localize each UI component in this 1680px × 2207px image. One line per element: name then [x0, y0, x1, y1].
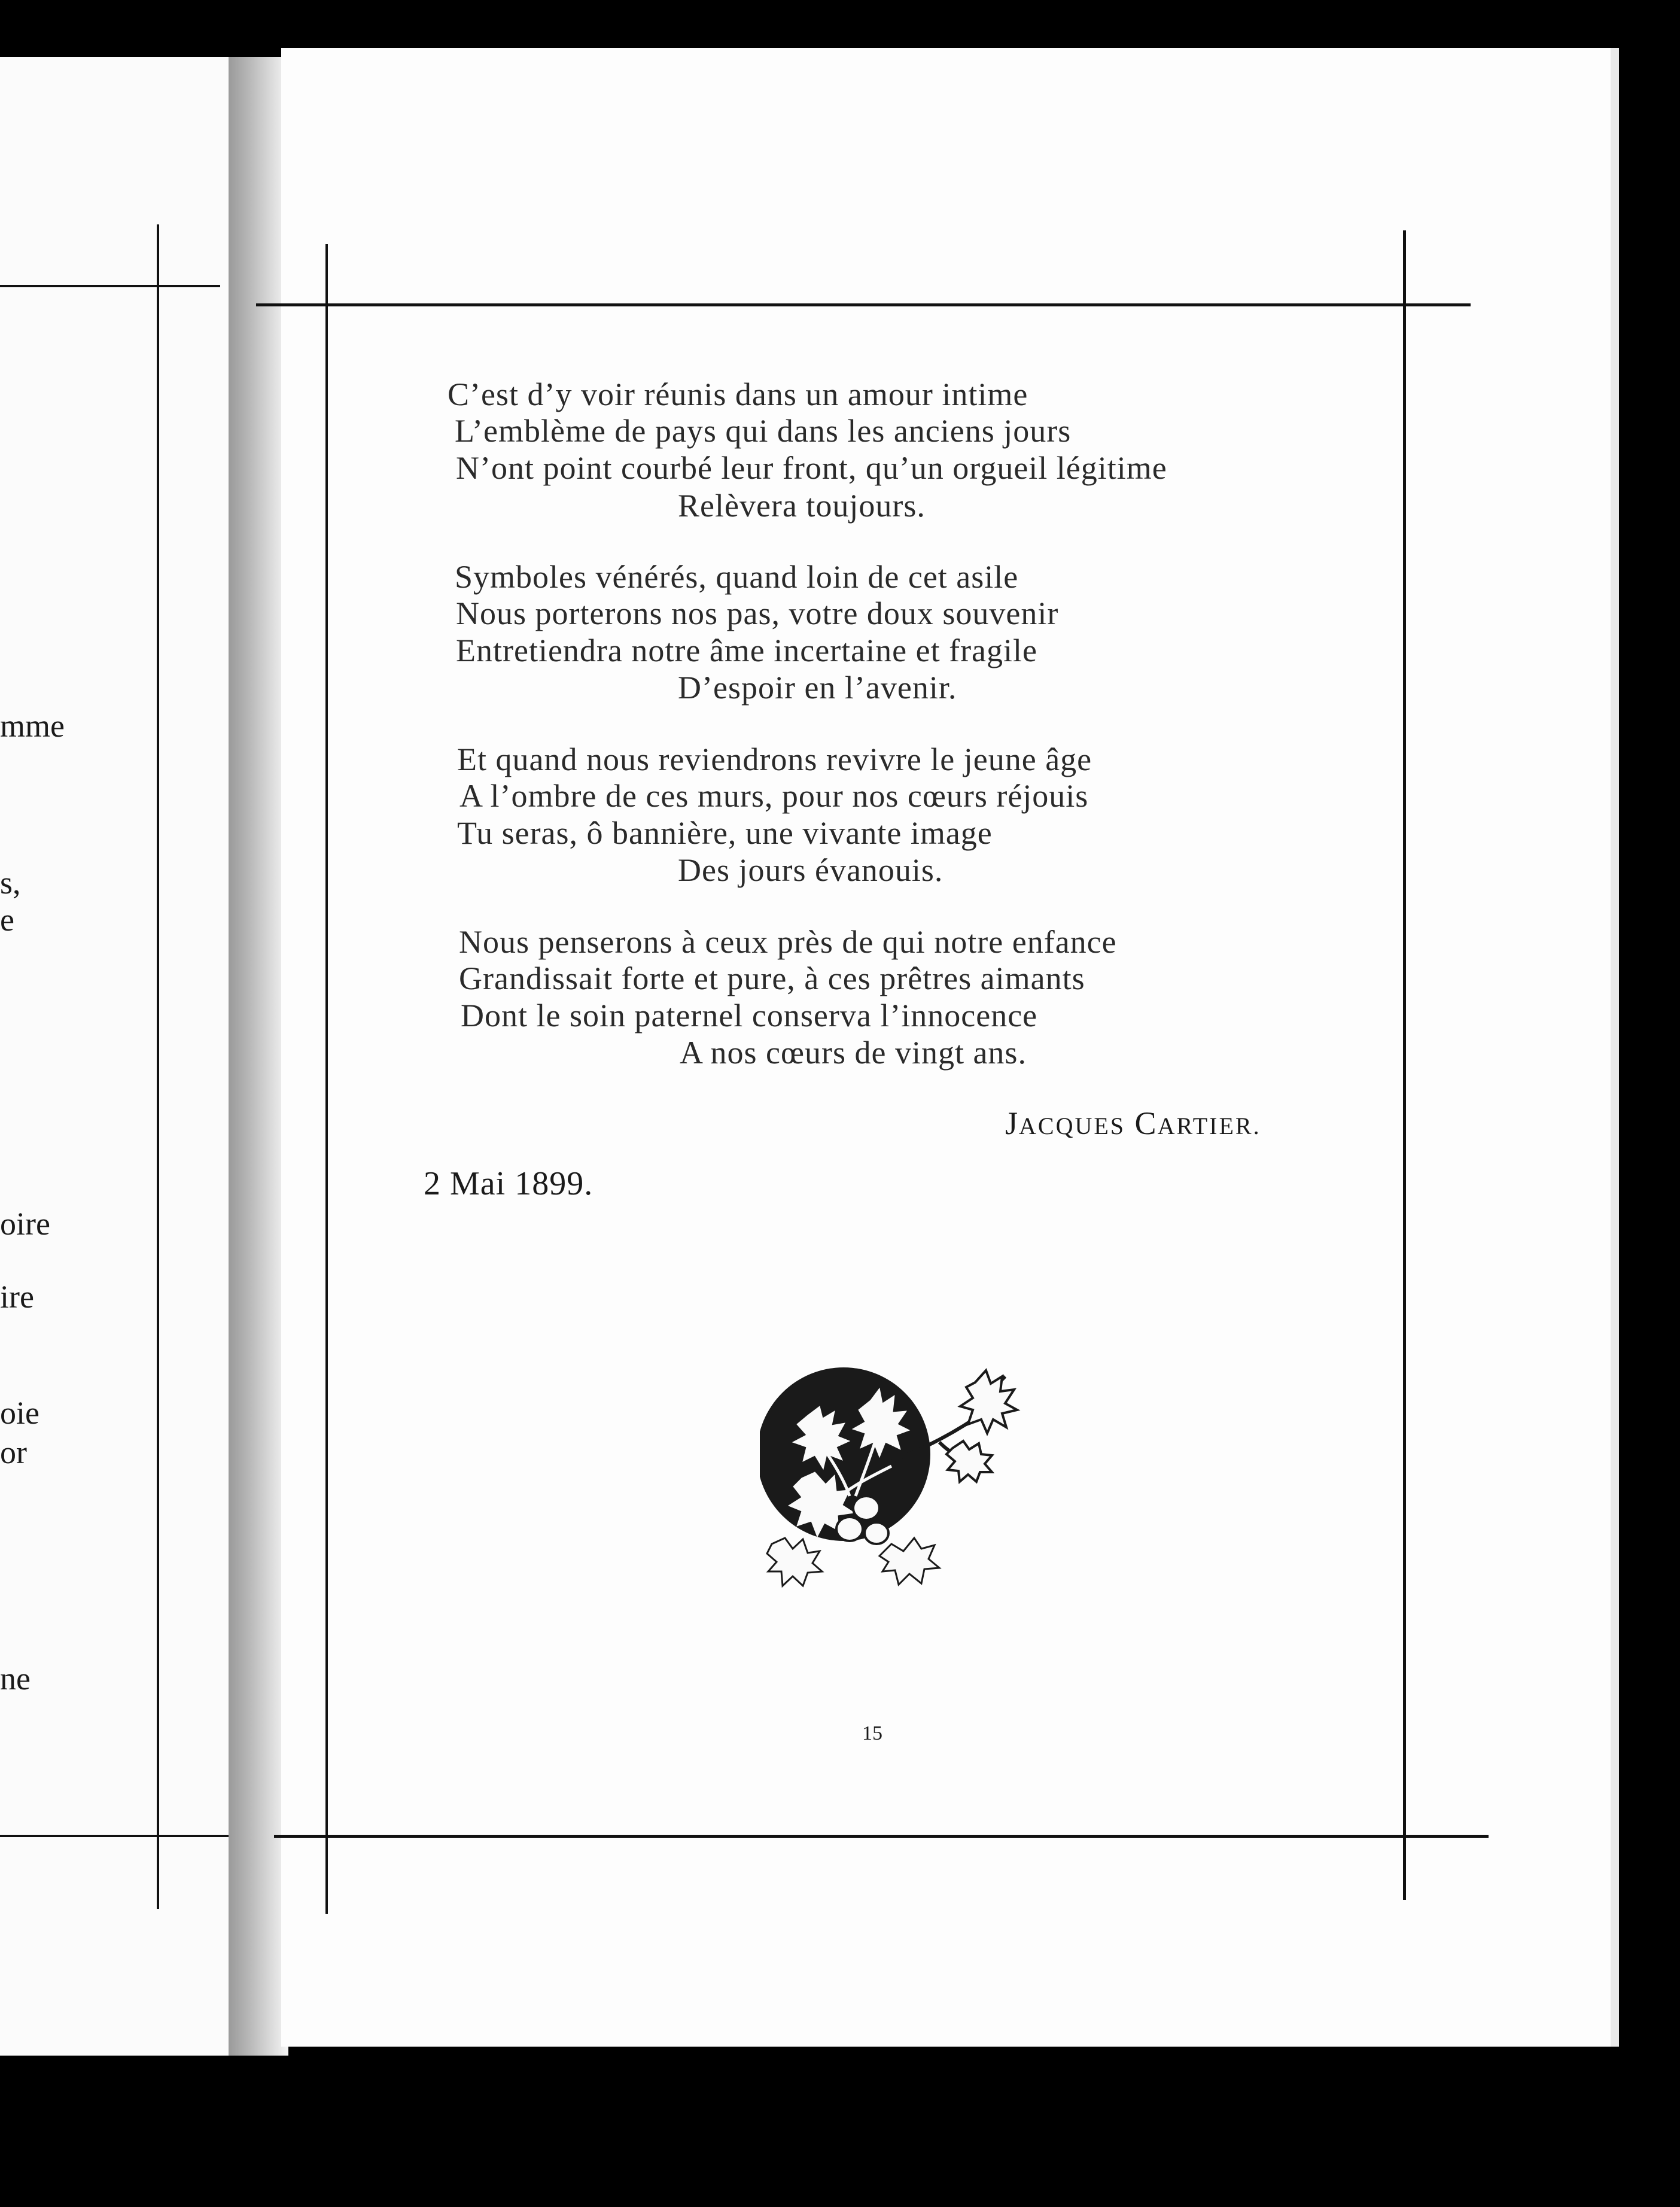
- verse-line: Grandissait forte et pure, à ces prêtres aimants: [459, 960, 1085, 996]
- page-number: 15: [862, 1722, 882, 1744]
- verse-line: C’est d’y voir réunis dans un amour intime: [448, 376, 1028, 412]
- left-page-text-fragment: e: [0, 902, 14, 938]
- left-page-text-fragment: mme: [0, 708, 65, 744]
- verse-line: D’espoir en l’avenir.: [678, 670, 957, 706]
- frame-rule-bottom: [274, 1835, 1489, 1838]
- left-page-rule-vertical: [157, 224, 159, 1909]
- verse-line: Nous porterons nos pas, votre doux souvenir: [456, 595, 1059, 631]
- verse-line: Relèvera toujours.: [678, 488, 926, 524]
- author-signature: [1005, 1107, 1261, 1139]
- left-page-text-fragment: or: [0, 1434, 27, 1470]
- verse-line: A l’ombre de ces murs, pour nos cœurs réjouis: [459, 778, 1089, 814]
- left-page-text-fragment: oire: [0, 1206, 50, 1242]
- frame-rule-top: [256, 303, 1471, 306]
- left-page-rule-top: [0, 285, 220, 287]
- verse-line: A nos cœurs de vingt ans.: [680, 1035, 1027, 1071]
- signature-initial: C: [1134, 1105, 1158, 1141]
- left-page-text-fragment: s,: [0, 865, 21, 901]
- left-page-text-fragment: ne: [0, 1661, 31, 1697]
- book-gutter-shadow: [229, 57, 288, 2056]
- verse-line: Et quand nous reviendrons revivre le jeune âge: [457, 741, 1092, 777]
- frame-rule-right: [1403, 230, 1406, 1900]
- verse-line: N’ont point courbé leur front, qu’un orgueil légitime: [456, 450, 1167, 486]
- signature-small-caps: ACQUES: [1019, 1112, 1126, 1139]
- left-page-text-fragment: oie: [0, 1395, 39, 1431]
- signature-initial: J: [1005, 1105, 1019, 1141]
- verse-line: Symboles vénérés, quand loin de cet asile: [455, 559, 1019, 595]
- verse-line: L’emblème de pays qui dans les anciens jours: [455, 413, 1072, 449]
- verse-line: Dont le soin paternel conserva l’innocence: [461, 998, 1038, 1033]
- signature-small-caps: ARTIER.: [1157, 1112, 1261, 1139]
- verse-line: Des jours évanouis.: [678, 852, 944, 888]
- left-page-text-fragment: ire: [0, 1279, 34, 1315]
- left-facing-page: [0, 57, 236, 2056]
- poem-date: 2 Mai 1899.: [424, 1165, 594, 1202]
- oak-leaf-acorn-vignette-icon: [760, 1358, 1047, 1598]
- verse-line: Tu seras, ô bannière, une vivante image: [457, 815, 993, 851]
- frame-rule-left: [325, 244, 328, 1914]
- page-edge: [1611, 48, 1619, 2047]
- left-page-rule-bottom: [0, 1835, 245, 1837]
- verse-line: Entretiendra notre âme incertaine et fragile: [456, 633, 1037, 668]
- verse-line: Nous penserons à ceux près de qui notre enfance: [459, 924, 1117, 960]
